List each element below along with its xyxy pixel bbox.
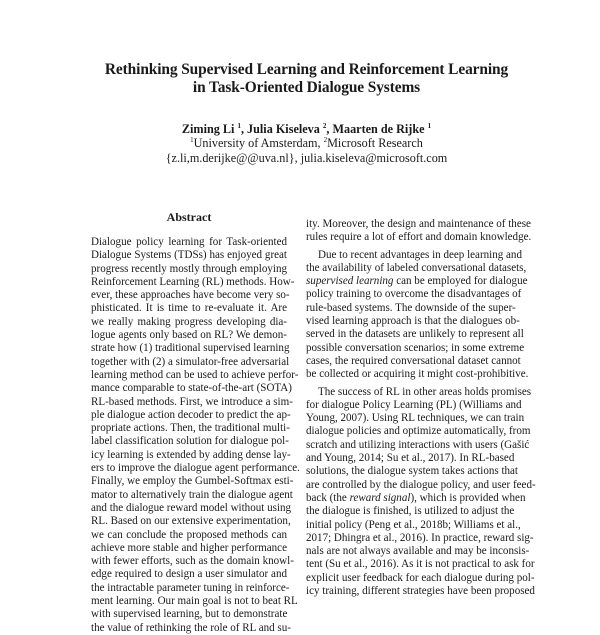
abstract-line: RL. Based on our extensive experimentation,	[91, 515, 291, 528]
intro-paragraph	[306, 218, 532, 245]
abstract-line: label classification solution for dialogue pol-	[91, 435, 289, 448]
abstract-line: propriate actions. Then, the traditional multi-	[91, 422, 290, 435]
abstract-heading: Abstract	[166, 210, 212, 224]
intro-line: the dialogue is finished, is utilized to adjust the	[306, 505, 515, 518]
intro-line: dialogue policies and optimize automatically, from	[306, 425, 531, 438]
separator: ,	[240, 122, 248, 136]
affiliation-mark: 1	[190, 136, 194, 145]
emphasized-term: supervised learning	[306, 275, 394, 288]
author-affiliation-mark: 1	[427, 122, 432, 130]
abstract-line: ment learning. Our main goal is not to beat RL	[91, 595, 298, 608]
intro-line: vised learning approach is that the dialogues ob-	[306, 315, 520, 328]
intro-line: The success of RL in other areas holds promises	[318, 385, 532, 398]
separator: ,	[317, 136, 324, 151]
author-names	[60, 122, 553, 136]
intro-line: rules require a lot of effort and domain knowledge.	[306, 231, 532, 244]
affiliation: University of Amsterdam	[193, 136, 318, 151]
intro-line: solutions, the dialogue system takes actions that	[306, 465, 519, 478]
emphasized-term: reward signal	[349, 491, 411, 504]
intro-line: scratch and utilizing interactions with users (Gašić	[306, 438, 530, 451]
affiliation-mark: 2	[323, 136, 328, 145]
abstract-line: strate how (1) traditional supervised learning	[91, 342, 290, 355]
abstract-line: phisticated. It is time to re-evaluate it. Are	[91, 302, 287, 315]
intro-paragraph	[306, 385, 536, 599]
intro-line: supervised learning can be employed for dialogue	[306, 275, 528, 288]
abstract-line: Dialogue policy learning for Task-oriented	[91, 236, 287, 248]
abstract-line: edge required to design a user simulator and	[91, 568, 287, 581]
intro-line: for dialogue Policy Learning (PL) (Williams and	[306, 398, 522, 411]
abstract-line: we really making progress developing dia-	[91, 315, 287, 328]
intro-line: initial policy (Peng et al., 2018b; Williams et al.,	[306, 518, 521, 531]
author-emails: {z.li,m.derijke@@uva.nl}, julia.kiseleva@microsoft.com	[165, 150, 448, 165]
abstract-line: mance comparable to state-of-the-art (SOTA)	[91, 382, 292, 395]
abstract-line: Dialogue Systems (TDSs) has enjoyed great	[91, 249, 287, 262]
intro-line: back (the reward signal), which is provided when	[306, 491, 526, 504]
intro-line: cases, the required conversational dataset cannot	[306, 354, 521, 367]
intro-line: rule-based systems. The downside of the super-	[306, 301, 516, 314]
abstract-line: achieve more stable and higher performance	[91, 541, 287, 554]
abstract-line: with fewer efforts, such as the domain knowl-	[91, 555, 294, 568]
author-name: Ziming Li	[181, 122, 235, 136]
intro-paragraph	[306, 248, 529, 382]
separator: ,	[326, 122, 333, 136]
abstract-line: ever, these approaches have become very so-	[91, 289, 290, 302]
affiliation: Microsoft Research	[327, 136, 423, 151]
abstract-line: ple dialogue action decoder to predict the ap-	[91, 408, 291, 421]
title-line-1: Rethinking Supervised Learning and Reinforcement Learning	[104, 61, 509, 78]
abstract-line: the value of rethinking the role of RL and su-	[91, 621, 291, 634]
author-affiliation-mark: 2	[322, 122, 327, 130]
intro-line: explicit user feedback for each dialogue during pol-	[306, 571, 535, 584]
abstract-section	[91, 210, 300, 635]
author-affiliation-mark: 1	[237, 122, 241, 130]
abstract-line: Reinforcement Learning (RL) methods. How-	[91, 275, 295, 288]
abstract-body	[91, 236, 300, 635]
intro-line: ity. Moreover, the design and maintenance of these	[306, 218, 531, 230]
title-line-2: in Task-Oriented Dialogue Systems	[192, 78, 421, 96]
affiliations	[60, 136, 553, 150]
intro-line: are controlled by the dialogue policy, and user feed-	[306, 478, 536, 491]
author-block	[60, 122, 553, 165]
intro-line: tent (Su et al., 2016). As it is not practical to ask for	[306, 558, 535, 571]
abstract-line: and the dialogue reward model without using	[91, 501, 292, 514]
intro-line: policy training to overcome the disadvantages of	[306, 288, 522, 301]
author-name: Maarten de Rijke	[332, 122, 425, 136]
abstract-line: we can conclude the proposed methods can	[91, 528, 287, 541]
intro-line: icy training, different strategies have been proposed	[306, 585, 535, 598]
abstract-line: Finally, we employ the Gumbel-Softmax esti-	[91, 475, 294, 488]
intro-line: be collected or acquiring it might cost-prohibitive.	[306, 368, 529, 381]
intro-line: nals are not always available and may be inconsis-	[306, 545, 530, 558]
intro-line: possible conversation scenarios; in some extreme	[306, 341, 525, 354]
intro-line: 2017; Dhingra et al., 2016). In practice, reward sig-	[306, 531, 534, 544]
paper-title	[60, 61, 553, 96]
abstract-line: icy learning is extended by adding dense lay-	[91, 448, 291, 461]
abstract-line: progress recently mostly through employing	[91, 262, 287, 275]
abstract-line: learning method can be used to achieve perfor-	[91, 368, 299, 381]
abstract-line: mator to alternatively train the dialogue agent	[91, 488, 293, 501]
intro-line: and Young, 2014; Su et al., 2017). In RL-based	[306, 452, 515, 465]
intro-line: the availability of labeled conversational datasets,	[306, 261, 527, 274]
abstract-line: with supervised learning, but to demonstrate	[91, 608, 288, 621]
abstract-line: ers to improve the dialogue agent performance.	[91, 462, 300, 475]
abstract-line: together with (2) a simulator-free adversarial	[91, 355, 290, 368]
author-name: Julia Kiseleva	[247, 122, 320, 136]
intro-line: Due to recent advantages in deep learning and	[318, 248, 522, 261]
abstract-line: RL-based methods. First, we introduce a sim-	[91, 395, 293, 408]
intro-line: served in the datasets are unlikely to represent all	[306, 328, 524, 341]
intro-line: Young, 2007). Using RL techniques, we can train	[306, 412, 525, 425]
abstract-line: logue agents only based on RL? We demon-	[91, 329, 287, 342]
introduction-column	[306, 218, 536, 598]
abstract-line: the intractable parameter tuning in reinforce-	[91, 581, 290, 594]
